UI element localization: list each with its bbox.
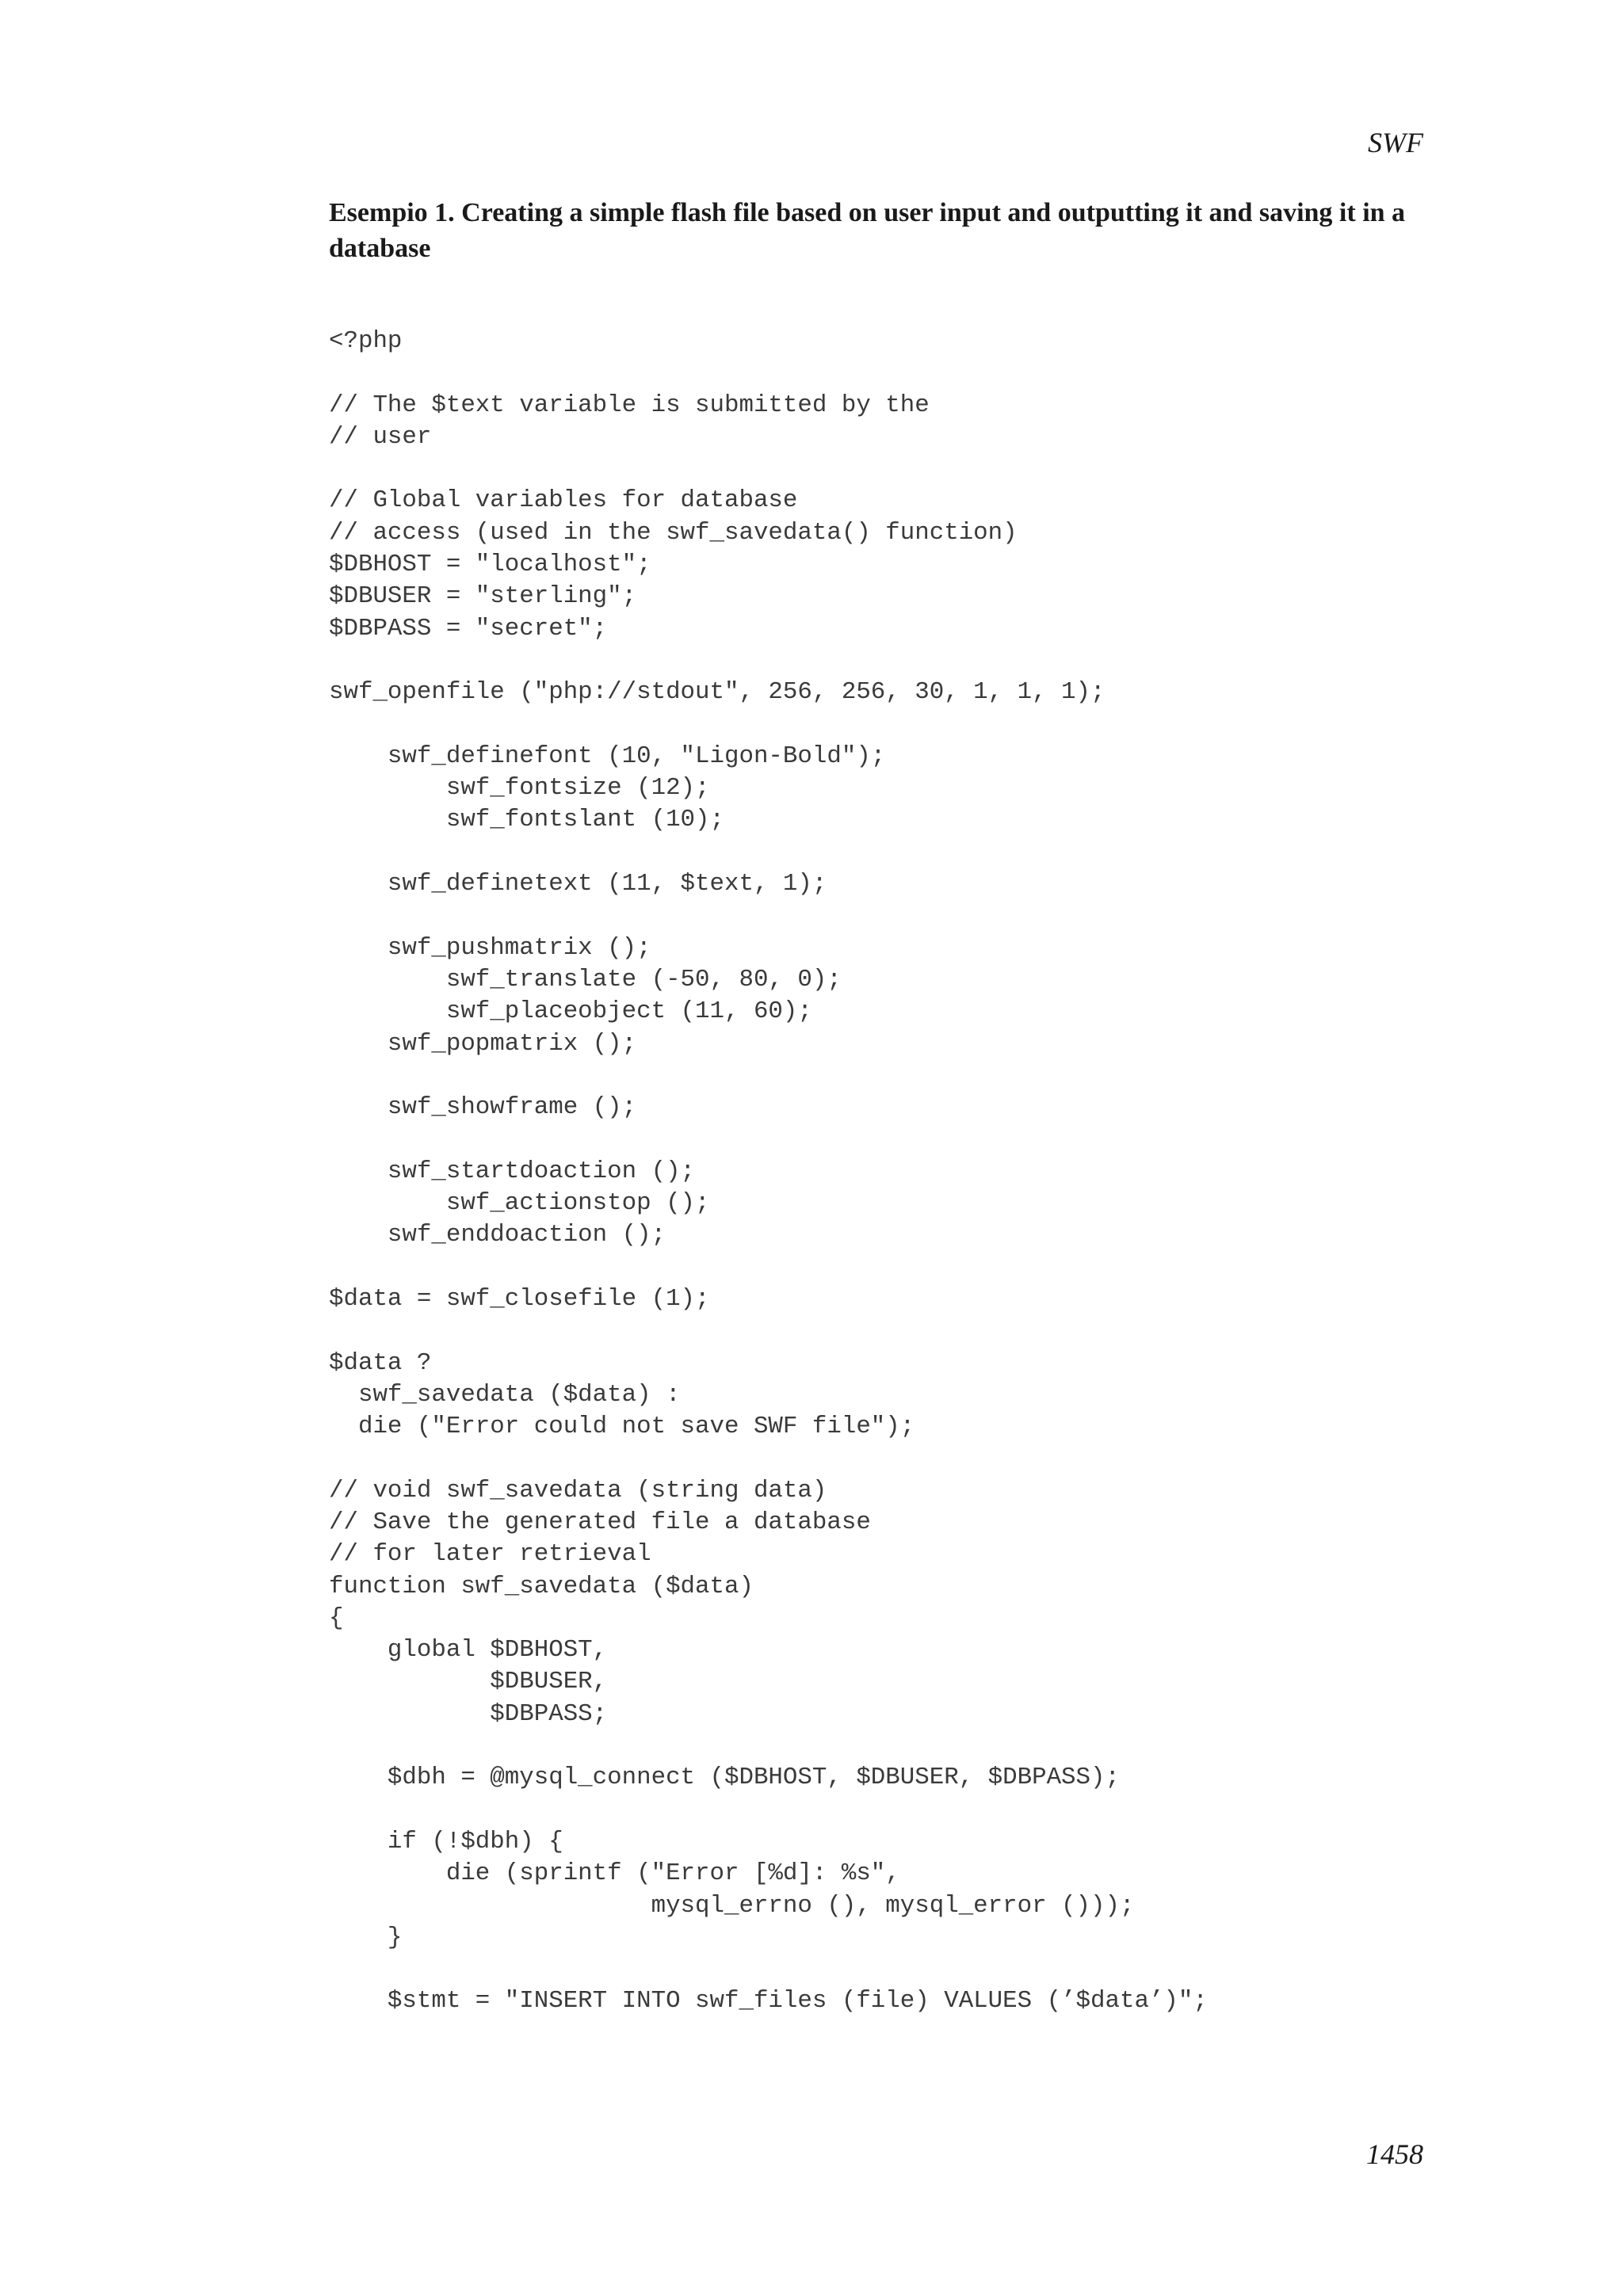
code-line <box>329 709 1208 741</box>
code-line: swf_definefont (10, "Ligon-Bold"); <box>329 742 886 770</box>
code-line <box>329 1060 1208 1092</box>
running-header: SWF <box>1368 127 1423 158</box>
code-line: swf_translate (-50, 80, 0); <box>329 965 842 994</box>
code-line <box>329 453 1208 485</box>
code-line: swf_placeobject (11, 60); <box>329 997 812 1026</box>
code-line: $DBUSER, <box>329 1668 608 1696</box>
code-line: $DBPASS = "secret"; <box>329 614 608 643</box>
code-line: // user <box>329 422 432 451</box>
code-line: swf_openfile ("php://stdout", 256, 256, 30, 1, 1, 1); <box>329 678 1106 707</box>
code-line: <?php <box>329 327 403 355</box>
code-line <box>329 1794 1208 1826</box>
code-line: swf_enddoaction (); <box>329 1221 666 1249</box>
code-line <box>329 1954 1208 1985</box>
code-line: swf_savedata ($data) : <box>329 1380 681 1409</box>
page-number: 1458 <box>1366 2138 1423 2170</box>
code-line <box>329 1443 1208 1474</box>
code-line <box>329 357 1208 389</box>
code-line: // void swf_savedata (string data) <box>329 1476 827 1505</box>
code-line: mysql_errno (), mysql_error ())); <box>329 1891 1135 1920</box>
code-line: if (!$dbh) { <box>329 1827 563 1855</box>
code-line: swf_startdoaction (); <box>329 1157 696 1185</box>
code-line: global $DBHOST, <box>329 1636 608 1665</box>
code-line: $data = swf_closefile (1); <box>329 1284 710 1313</box>
code-line: $data ? <box>329 1348 432 1377</box>
code-line: } <box>329 1923 403 1951</box>
code-line: $DBUSER = "sterling"; <box>329 582 637 611</box>
code-line: // Save the generated file a database <box>329 1508 871 1536</box>
code-line <box>329 1315 1208 1347</box>
code-line: // for later retrieval <box>329 1540 651 1569</box>
code-line: function swf_savedata ($data) <box>329 1572 754 1600</box>
code-listing <box>329 326 1208 2018</box>
code-line: swf_definetext (11, $text, 1); <box>329 870 827 898</box>
code-line <box>329 1252 1208 1283</box>
code-line: swf_pushmatrix (); <box>329 933 651 962</box>
code-line: die (sprintf ("Error [%d]: %s", <box>329 1859 900 1888</box>
code-line: // The $text variable is submitted by the <box>329 391 930 419</box>
code-line: swf_fontslant (10); <box>329 806 724 834</box>
code-line: $DBPASS; <box>329 1699 608 1728</box>
example-title: Esempio 1. Creating a simple flash file based on user input and outputting it and saving it in a database <box>329 198 1406 263</box>
code-line: swf_popmatrix (); <box>329 1029 637 1058</box>
code-line: { <box>329 1604 344 1632</box>
code-line: // Global variables for database <box>329 486 798 515</box>
code-line <box>329 837 1208 868</box>
code-line <box>329 900 1208 932</box>
code-line: $DBHOST = "localhost"; <box>329 551 651 579</box>
code-line: // access (used in the swf_savedata() function) <box>329 518 1018 547</box>
code-line: $stmt = "INSERT INTO swf_files (file) VALUES (’$data’)"; <box>329 1987 1208 2016</box>
code-line: $dbh = @mysql_connect ($DBHOST, $DBUSER, $DBPASS); <box>329 1764 1120 1792</box>
code-line: swf_fontsize (12); <box>329 774 710 803</box>
code-line: swf_actionstop (); <box>329 1189 710 1218</box>
code-line: die ("Error could not save SWF file"); <box>329 1413 915 1441</box>
code-line: swf_showframe (); <box>329 1093 637 1122</box>
code-line <box>329 645 1208 677</box>
code-line <box>329 1730 1208 1762</box>
code-line <box>329 1123 1208 1155</box>
